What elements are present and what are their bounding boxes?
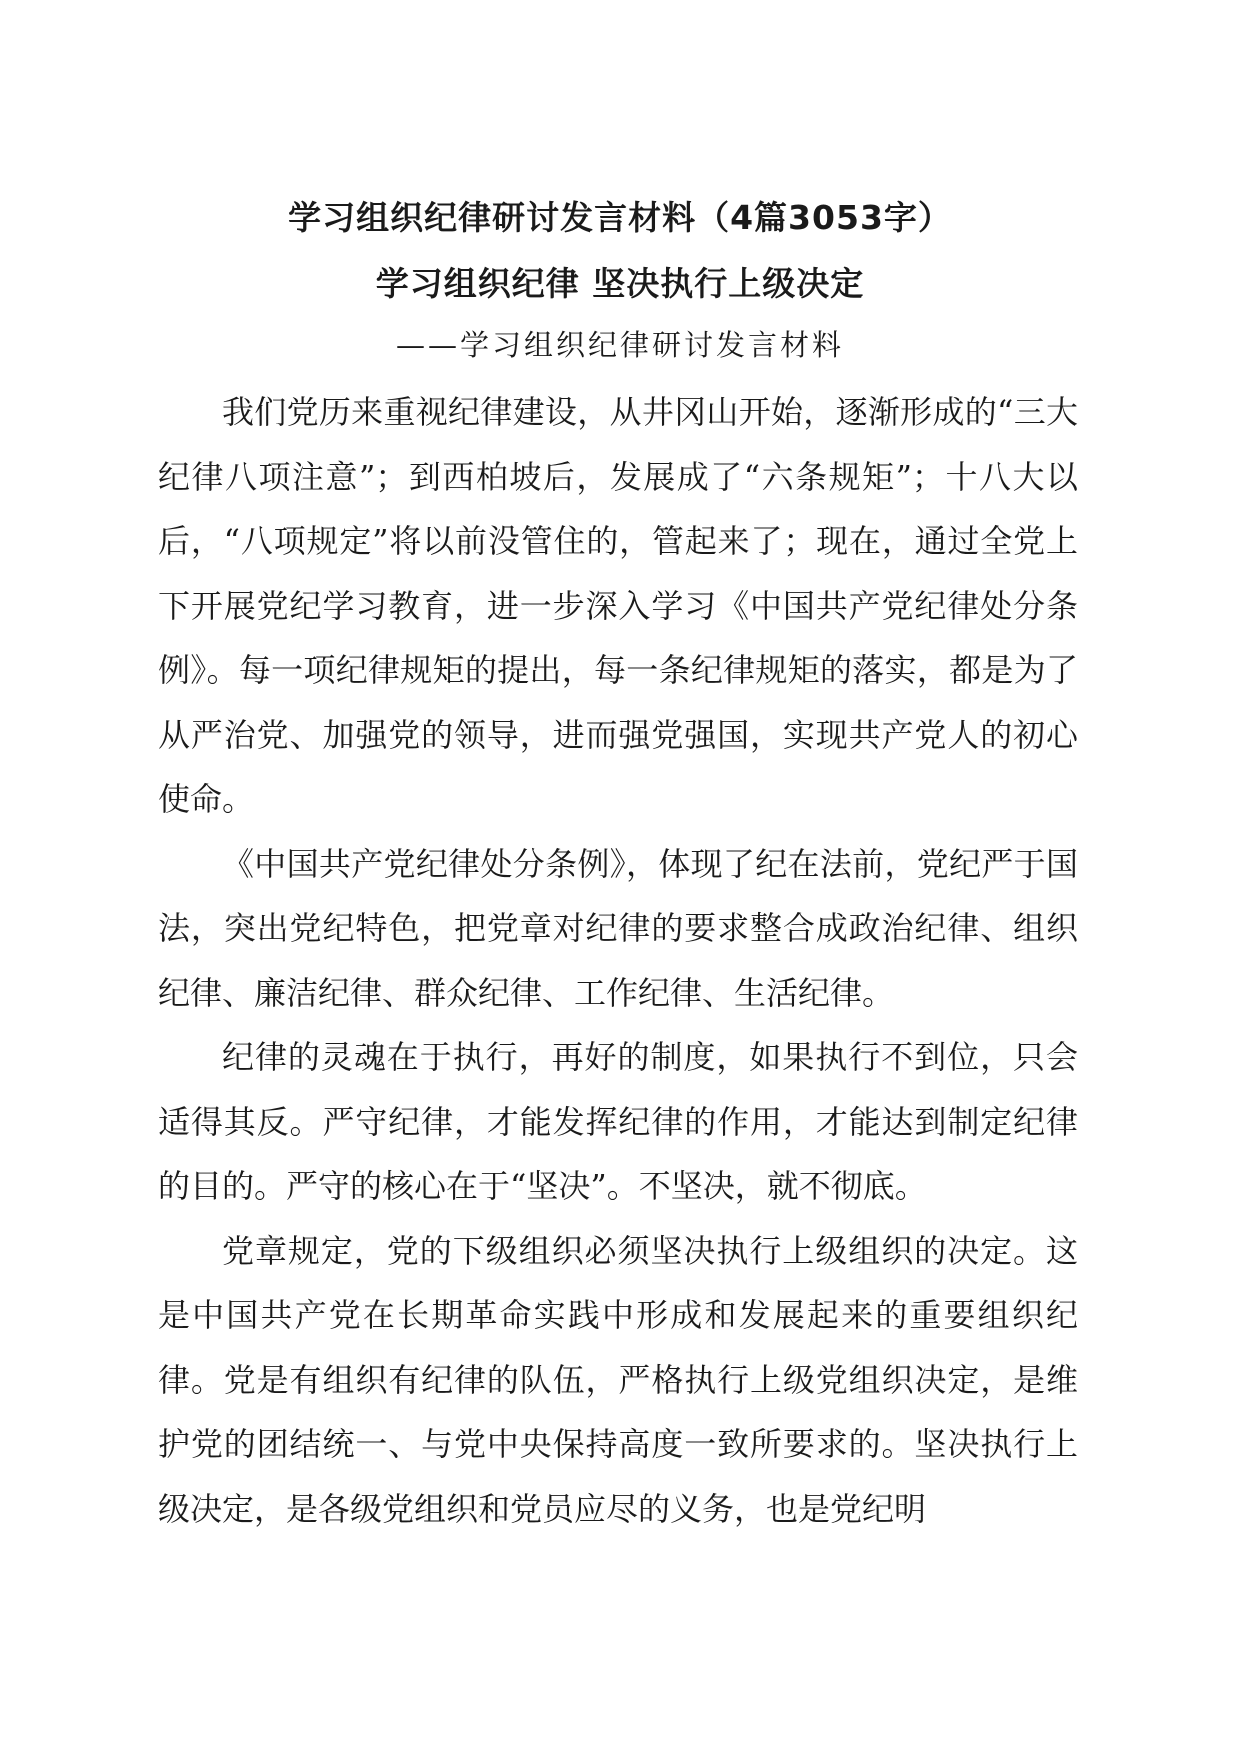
- paragraph-1: 我们党历来重视纪律建设，从井冈山开始，逐渐形成的“三大纪律八项注意”；到西柏坡后，发展成了“六条规矩”；十八大以后，“八项规定”将以前没管住的，管起来了；现在，通过全党上下开展党纪学习教育，进一步深入学习《中国共产党纪律处分条例》。每一项纪律规矩的提出，每一条纪律规矩的落实，都是为了从严治党、加强党的领导，进而强党强国，实现共产党人的初心使命。: [158, 393, 1078, 818]
- paragraph-4: 党章规定，党的下级组织必须坚决执行上级组织的决定。这是中国共产党在长期革命实践中形成和发展起来的重要组织纪律。党是有组织有纪律的队伍，严格执行上级党组织决定，是维护党的团结统一、与党中央保持高度一致所要求的。坚决执行上级决定，是各级党组织和党员应尽的义务，也是党纪明: [158, 1231, 1078, 1528]
- paragraph-2: 《中国共产党纪律处分条例》，体现了纪在法前，党纪严于国法，突出党纪特色，把党章对纪律的要求整合成政治纪律、组织纪律、廉洁纪律、群众纪律、工作纪律、生活纪律。: [158, 844, 1078, 1012]
- document-body: [158, 380, 1078, 1541]
- document-title: 学习组织纪律研讨发言材料（4篇3053字）: [288, 198, 952, 237]
- document-heading: 学习组织纪律 坚决执行上级决定: [375, 264, 865, 303]
- document-subtitle: ——学习组织纪律研讨发言材料: [395, 328, 844, 362]
- paragraph-3: 纪律的灵魂在于执行，再好的制度，如果执行不到位，只会适得其反。严守纪律，才能发挥纪律的作用，才能达到制定纪律的目的。严守的核心在于“坚决”。不坚决，就不彻底。: [158, 1038, 1078, 1205]
